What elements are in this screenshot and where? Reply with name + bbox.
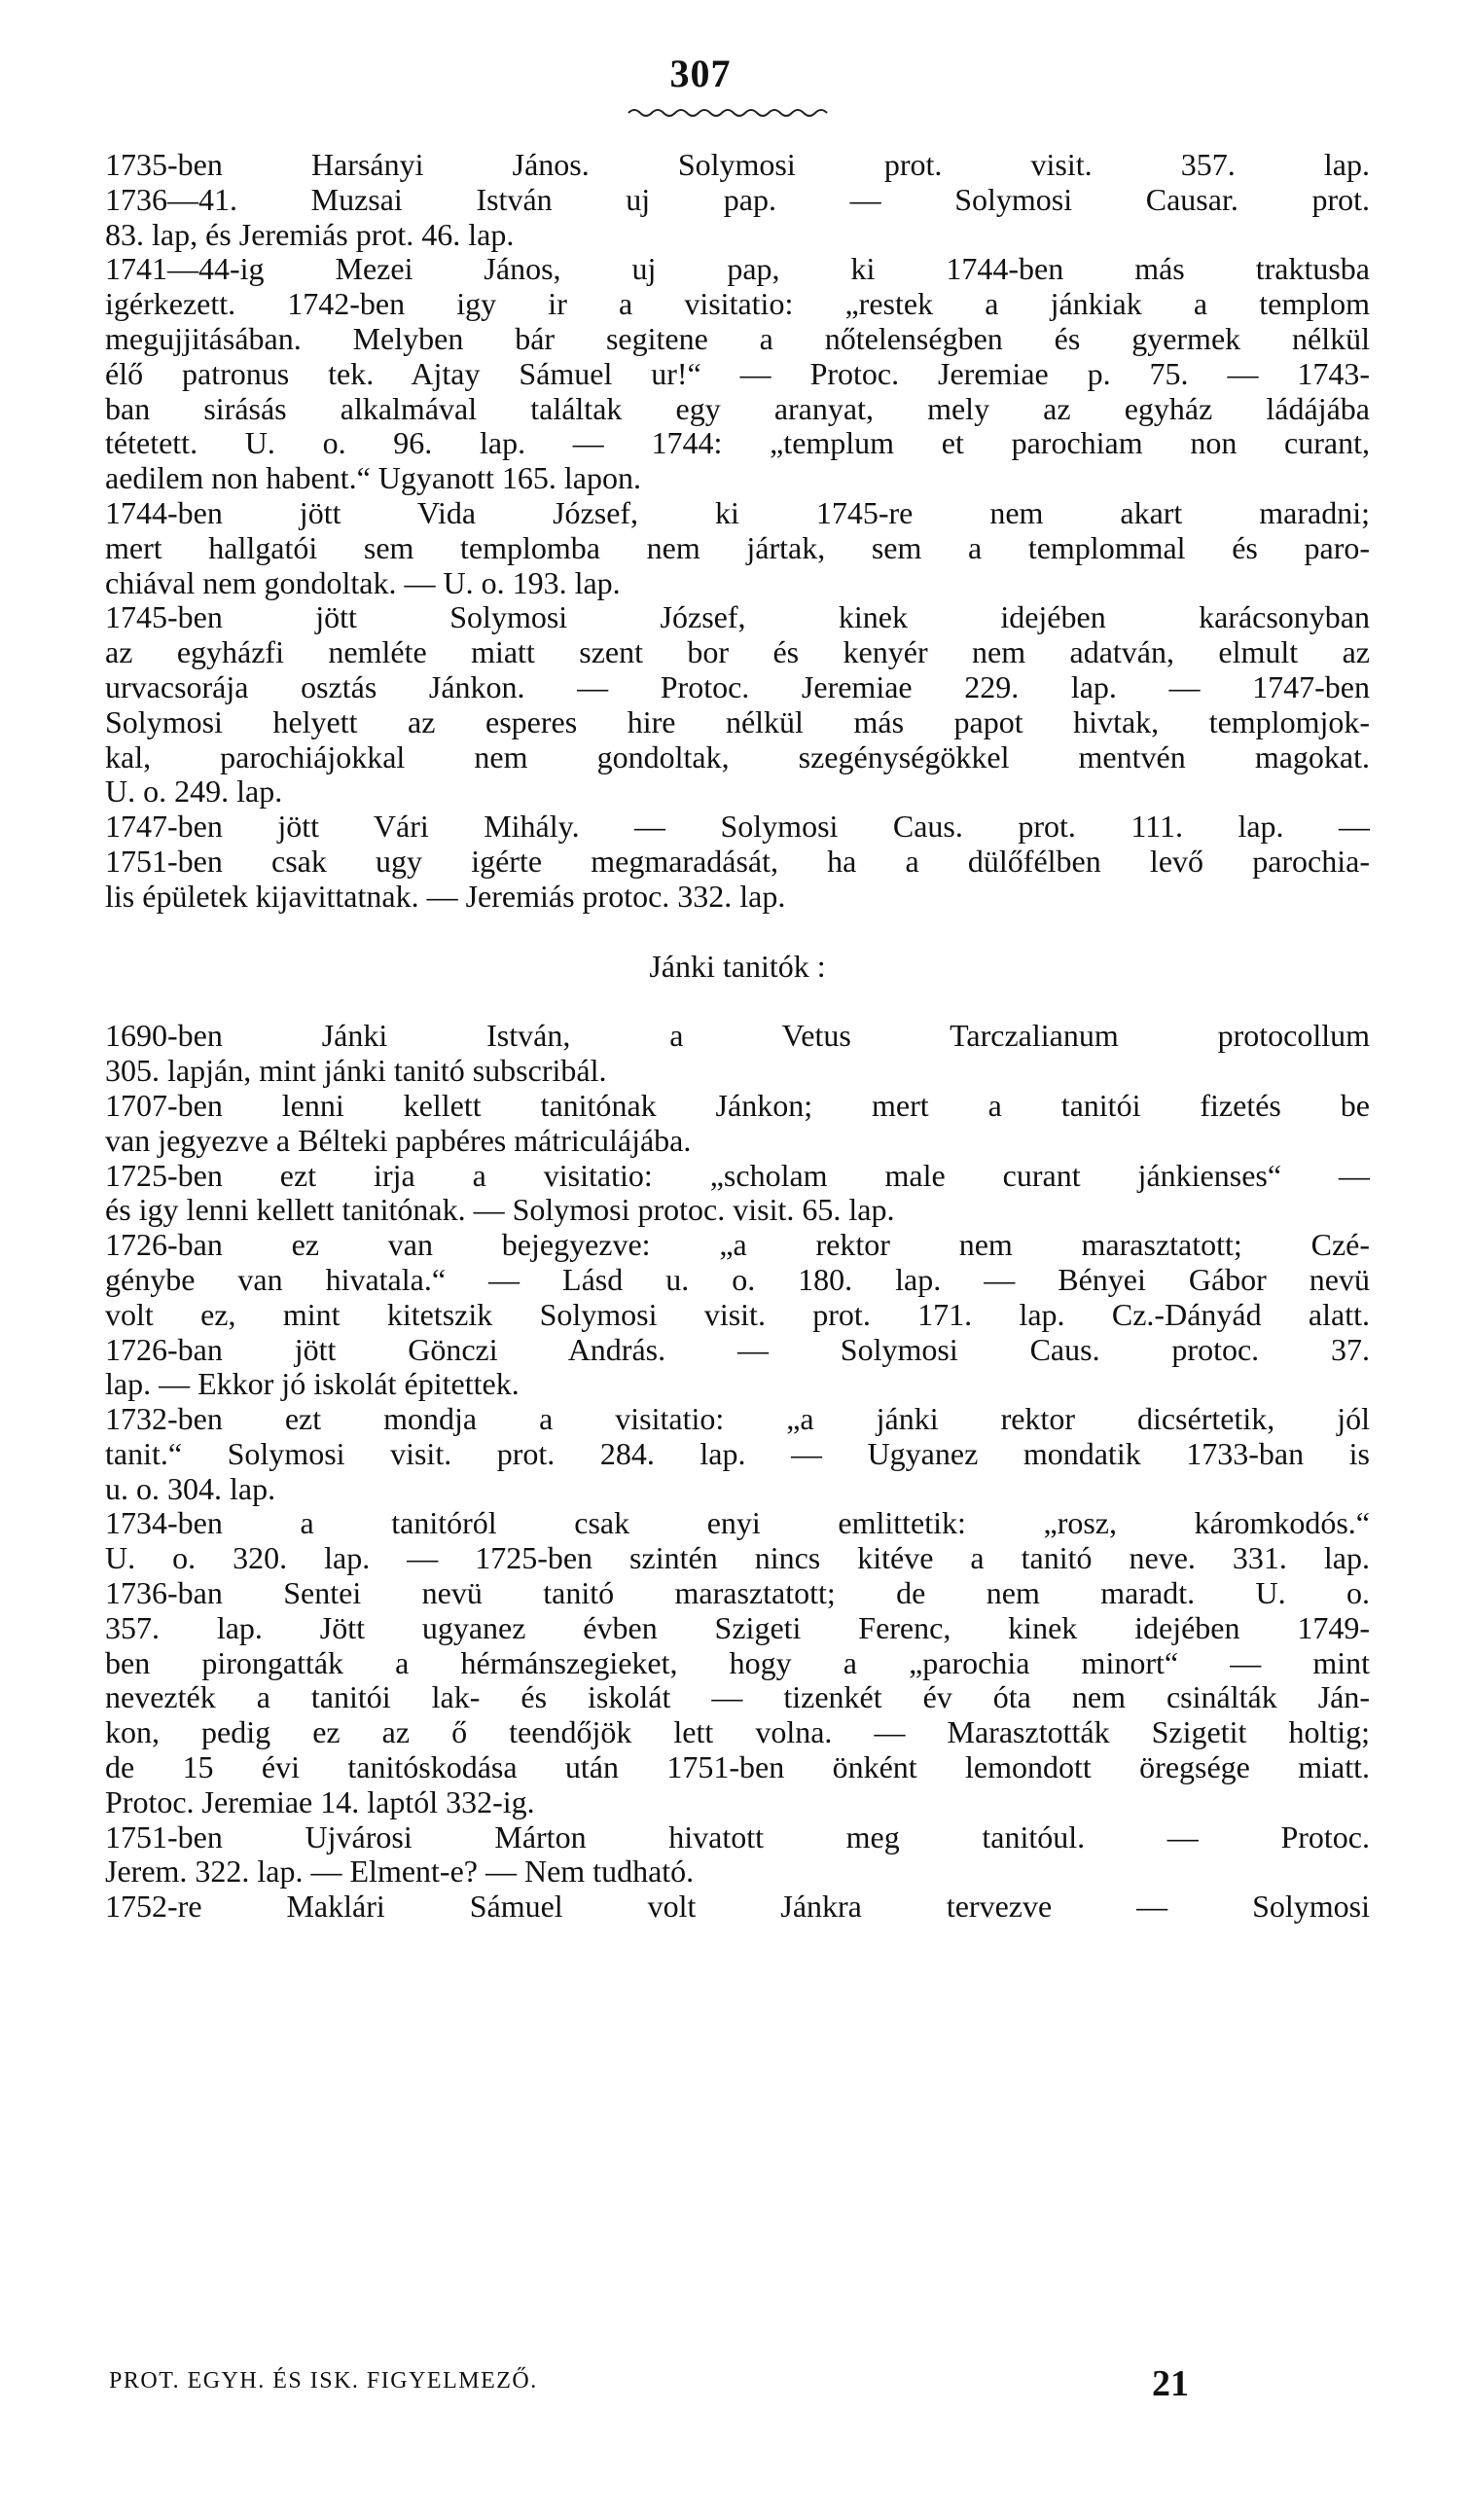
text-line: ban sirásás alkalmával találtak egy aranyat, mely az egyház ládájába bbox=[105, 391, 1370, 426]
text-line: és igy lenni kellett tanitónak. — Solymosi protoc. visit. 65. lap. bbox=[105, 1193, 895, 1228]
text-line: igérkezett. 1742-ben igy ir a visitatio: „restek a jánkiak a templom bbox=[105, 287, 1370, 322]
text-line: 357. lap. Jött ugyanez évben Szigeti Ferenc, kinek idejében 1749- bbox=[105, 1610, 1370, 1645]
text-line: lis épületek kijavittatnak. — Jeremiás protoc. 332. lap. bbox=[105, 879, 786, 914]
text-line: 1747-ben jött Vári Mihály. — Solymosi Caus. prot. 111. lap. — bbox=[105, 810, 1370, 845]
text-line: tétetett. U. o. 96. lap. — 1744: „templum et parochiam non curant, bbox=[105, 426, 1370, 461]
text-line: kal, parochiájokkal nem gondoltak, szegénységökkel mentvén magokat. bbox=[105, 739, 1370, 774]
footer-signature-mark: 21 bbox=[1152, 2363, 1189, 2404]
spacer bbox=[105, 915, 1370, 950]
footer-journal-title: PROT. EGYH. ÉS ISK. FIGYELMEZŐ. bbox=[109, 2368, 538, 2394]
text-line: megujjitásában. Melyben bár segitene a nőtelenségben és gyermek nélkül bbox=[105, 321, 1370, 356]
text-line: urvacsorája osztás Jánkon. — Protoc. Jeremiae 229. lap. — 1747-ben bbox=[105, 669, 1370, 704]
text-line: 1732-ben ezt mondja a visitatio: „a jánki rektor dicsértetik, jól bbox=[105, 1402, 1370, 1437]
text-line: lap. — Ekkor jó iskolát épitettek. bbox=[105, 1367, 520, 1402]
text-line: az egyházfi nemléte miatt szent bor és kenyér nem adatván, elmult az bbox=[105, 635, 1370, 670]
text-line: tanit.“ Solymosi visit. prot. 284. lap. — Ugyanez mondatik 1733-ban is bbox=[105, 1436, 1370, 1471]
spacer bbox=[105, 984, 1370, 1019]
text-line: u. o. 304. lap. bbox=[105, 1471, 276, 1506]
text-line: 1751-ben csak ugy igérte megmaradását, ha a dülőfélben levő parochia- bbox=[105, 844, 1370, 879]
text-line: 1736—41. Muzsai István uj pap. — Solymosi Causar. prot. bbox=[105, 182, 1370, 217]
text-line: 1725-ben ezt irja a visitatio: „scholam male curant jánkienses“ — bbox=[105, 1158, 1370, 1193]
text-line: 1734-ben a tanitóról csak enyi emlittetik: „rosz, káromkodós.“ bbox=[105, 1506, 1370, 1541]
text-line: aedilem non habent.“ Ugyanott 165. lapon. bbox=[105, 461, 641, 496]
page-number: 307 bbox=[669, 52, 732, 95]
text-line: 1726-ban ez van bejegyezve: „a rektor nem marasztatott; Czé- bbox=[105, 1228, 1370, 1263]
decorative-wavy-rule bbox=[627, 105, 831, 119]
text-line: Jerem. 322. lap. — Elment-e? — Nem tudható. bbox=[105, 1854, 695, 1890]
text-line: 1735-ben Harsányi János. Solymosi prot. visit. 357. lap. bbox=[105, 148, 1370, 182]
section-heading: Jánki tanitók : bbox=[649, 949, 826, 984]
text-line: 305. lapján, mint jánki tanitó subscribál. bbox=[105, 1054, 607, 1089]
text-line: nevezték a tanitói lak- és iskolát — tizenkét év óta nem csinálták Ján- bbox=[105, 1680, 1370, 1715]
text-line: 83. lap, és Jeremiás prot. 46. lap. bbox=[105, 217, 515, 252]
text-line: ben pirongatták a hérmánszegieket, hogy a „parochia minort“ — mint bbox=[105, 1645, 1370, 1680]
text-line: 1726-ban jött Gönczi András. — Solymosi Caus. protoc. 37. bbox=[105, 1332, 1370, 1367]
text-line: 1707-ben lenni kellett tanitónak Jánkon; mert a tanitói fizetés be bbox=[105, 1088, 1370, 1123]
text-line: 1751-ben Ujvárosi Márton hivatott meg tanitóul. — Protoc. bbox=[105, 1819, 1370, 1854]
text-line: de 15 évi tanitóskodása után 1751-ben önként lemondott öregsége miatt. bbox=[105, 1750, 1370, 1785]
text-line: volt ez, mint kitetszik Solymosi visit. prot. 171. lap. Cz.-Dányád alatt. bbox=[105, 1297, 1370, 1332]
text-line: kon, pedig ez az ő teendőjök lett volna. — Marasztották Szigetit holtig; bbox=[105, 1715, 1370, 1750]
text-line: U. o. 249. lap. bbox=[105, 774, 283, 810]
text-line: mert hallgatói sem templomba nem jártak, sem a templommal és paro- bbox=[105, 530, 1370, 565]
text-line: 1752-re Maklári Sámuel volt Jánkra tervezve — Solymosi bbox=[105, 1890, 1370, 1925]
text-line: 1736-ban Sentei nevü tanitó marasztatott; de nem maradt. U. o. bbox=[105, 1576, 1370, 1611]
body-text bbox=[105, 148, 1370, 1925]
text-line: chiával nem gondoltak. — U. o. 193. lap. bbox=[105, 565, 621, 600]
text-line: U. o. 320. lap. — 1725-ben szintén nincs kitéve a tanitó neve. 331. lap. bbox=[105, 1541, 1370, 1576]
page-footer bbox=[109, 2362, 1189, 2405]
text-line: génybe van hivatala.“ — Lásd u. o. 180. lap. — Bényei Gábor nevü bbox=[105, 1262, 1370, 1297]
text-line: 1690-ben Jánki István, a Vetus Tarczalianum protocollum bbox=[105, 1019, 1370, 1054]
text-line: 1741—44-ig Mezei János, uj pap, ki 1744-ben más traktusba bbox=[105, 252, 1370, 287]
text-line: 1745-ben jött Solymosi József, kinek idejében karácsonyban bbox=[105, 600, 1370, 635]
text-line: 1744-ben jött Vida József, ki 1745-re nem akart maradni; bbox=[105, 495, 1370, 530]
text-line: Solymosi helyett az esperes hire nélkül más papot hivtak, templomjok- bbox=[105, 704, 1370, 739]
text-line: van jegyezve a Bélteki papbéres mátriculájába. bbox=[105, 1123, 692, 1158]
text-line: élő patronus tek. Ajtay Sámuel ur!“ — Protoc. Jeremiae p. 75. — 1743- bbox=[105, 356, 1370, 391]
text-line: Protoc. Jeremiae 14. laptól 332-ig. bbox=[105, 1784, 535, 1819]
